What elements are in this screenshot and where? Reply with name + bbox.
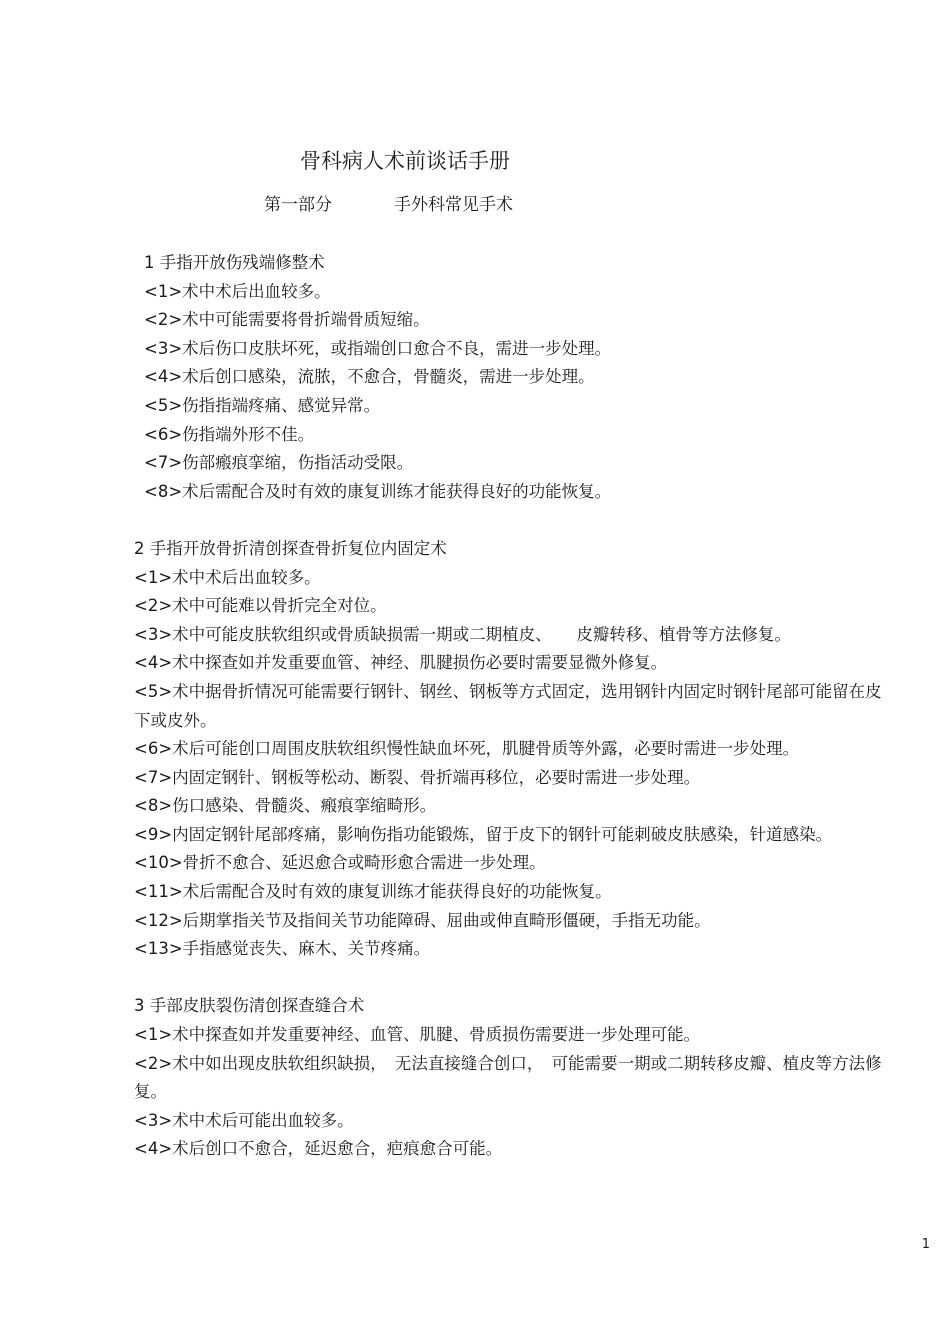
section-title: 2 手指开放骨折清创探查骨折复位内固定术 — [134, 538, 447, 558]
list-item: <13>手指感觉丧失、麻木、关节疼痛。 — [134, 939, 431, 959]
list-item: <2>术中可能需要将骨折端骨质短缩。 — [144, 310, 430, 330]
list-item: <12>后期掌指关节及指间关节功能障碍、屈曲或伸直畸形僵硬，手指无功能。 — [134, 910, 711, 930]
list-item: <6>术后可能创口周围皮肤软组织慢性缺血坏死，肌腱骨质等外露，必要时需进一步处理。 — [134, 739, 800, 759]
list-item: <4>术后创口不愈合，延迟愈合，疤痕愈合可能。 — [134, 1139, 503, 1159]
list-item: <5>伤指指端疼痛、感觉异常。 — [144, 395, 381, 415]
part-number: 第一部分 — [264, 195, 332, 215]
list-item: <2>术中可能难以骨折完全对位。 — [134, 596, 387, 616]
list-item: <6>伤指端外形不佳。 — [144, 424, 315, 444]
list-item: <4>术中探查如并发重要血管、神经、肌腱损伤必要时需要显微外修复。 — [134, 653, 668, 673]
list-item: <1>术中术后出血较多。 — [134, 567, 321, 587]
list-item: <3>术中可能皮肤软组织或骨质缺损需一期或二期植皮、 皮瓣转移、植骨等方法修复。 — [134, 624, 791, 644]
list-item: <11>术后需配合及时有效的康复训练才能获得良好的功能恢复。 — [134, 882, 612, 902]
list-item: <4>术后创口感染，流脓，不愈合，骨髓炎，需进一步处理。 — [144, 367, 595, 387]
list-item: <8>术后需配合及时有效的康复训练才能获得良好的功能恢复。 — [144, 481, 612, 501]
list-item: <3>术后伤口皮肤坏死，或指端创口愈合不良，需进一步处理。 — [144, 338, 612, 358]
part-name: 手外科常见手术 — [394, 195, 513, 215]
document-title: 骨科病人术前谈话手册 — [300, 149, 510, 173]
list-item: <1>术中探查如并发重要神经、血管、肌腱、骨质损伤需要进一步处理可能。 — [134, 1025, 701, 1045]
list-item: <7>伤部瘢痕挛缩，伤指活动受限。 — [144, 453, 414, 473]
document-body — [134, 249, 934, 1164]
part-heading — [264, 192, 513, 218]
section-2 — [134, 535, 934, 964]
list-item: <8>伤口感染、骨髓炎、瘢痕挛缩畸形。 — [134, 796, 437, 816]
list-item: <7>内固定钢针、钢板等松动、断裂、骨折端再移位，必要时需进一步处理。 — [134, 767, 701, 787]
section-title: 3 手部皮肤裂伤清创探查缝合术 — [134, 996, 365, 1016]
list-item: <1>术中术后出血较多。 — [144, 281, 331, 301]
list-item: <5>术中据骨折情况可能需要行钢针、钢丝、钢板等方式固定，选用钢针内固定时钢针尾部可能留在皮下或皮外。 — [134, 681, 882, 730]
section-3 — [134, 992, 934, 1164]
list-item: <9>内固定钢针尾部疼痛，影响伤指功能锻炼，留于皮下的钢针可能刺破皮肤感染，针道感染。 — [134, 824, 833, 844]
list-item: <3>术中术后可能出血较多。 — [134, 1110, 354, 1130]
section-title: 1 手指开放伤残端修整术 — [144, 253, 325, 272]
page-number: 1 — [921, 1237, 930, 1252]
section-1 — [134, 249, 934, 506]
list-item: <10>骨折不愈合、延迟愈合或畸形愈合需进一步处理。 — [134, 853, 546, 873]
list-item: <2>术中如出现皮肤软组织缺损， 无法直接缝合创口， 可能需要一期或二期转移皮瓣、植皮等方法修复。 — [134, 1053, 882, 1102]
